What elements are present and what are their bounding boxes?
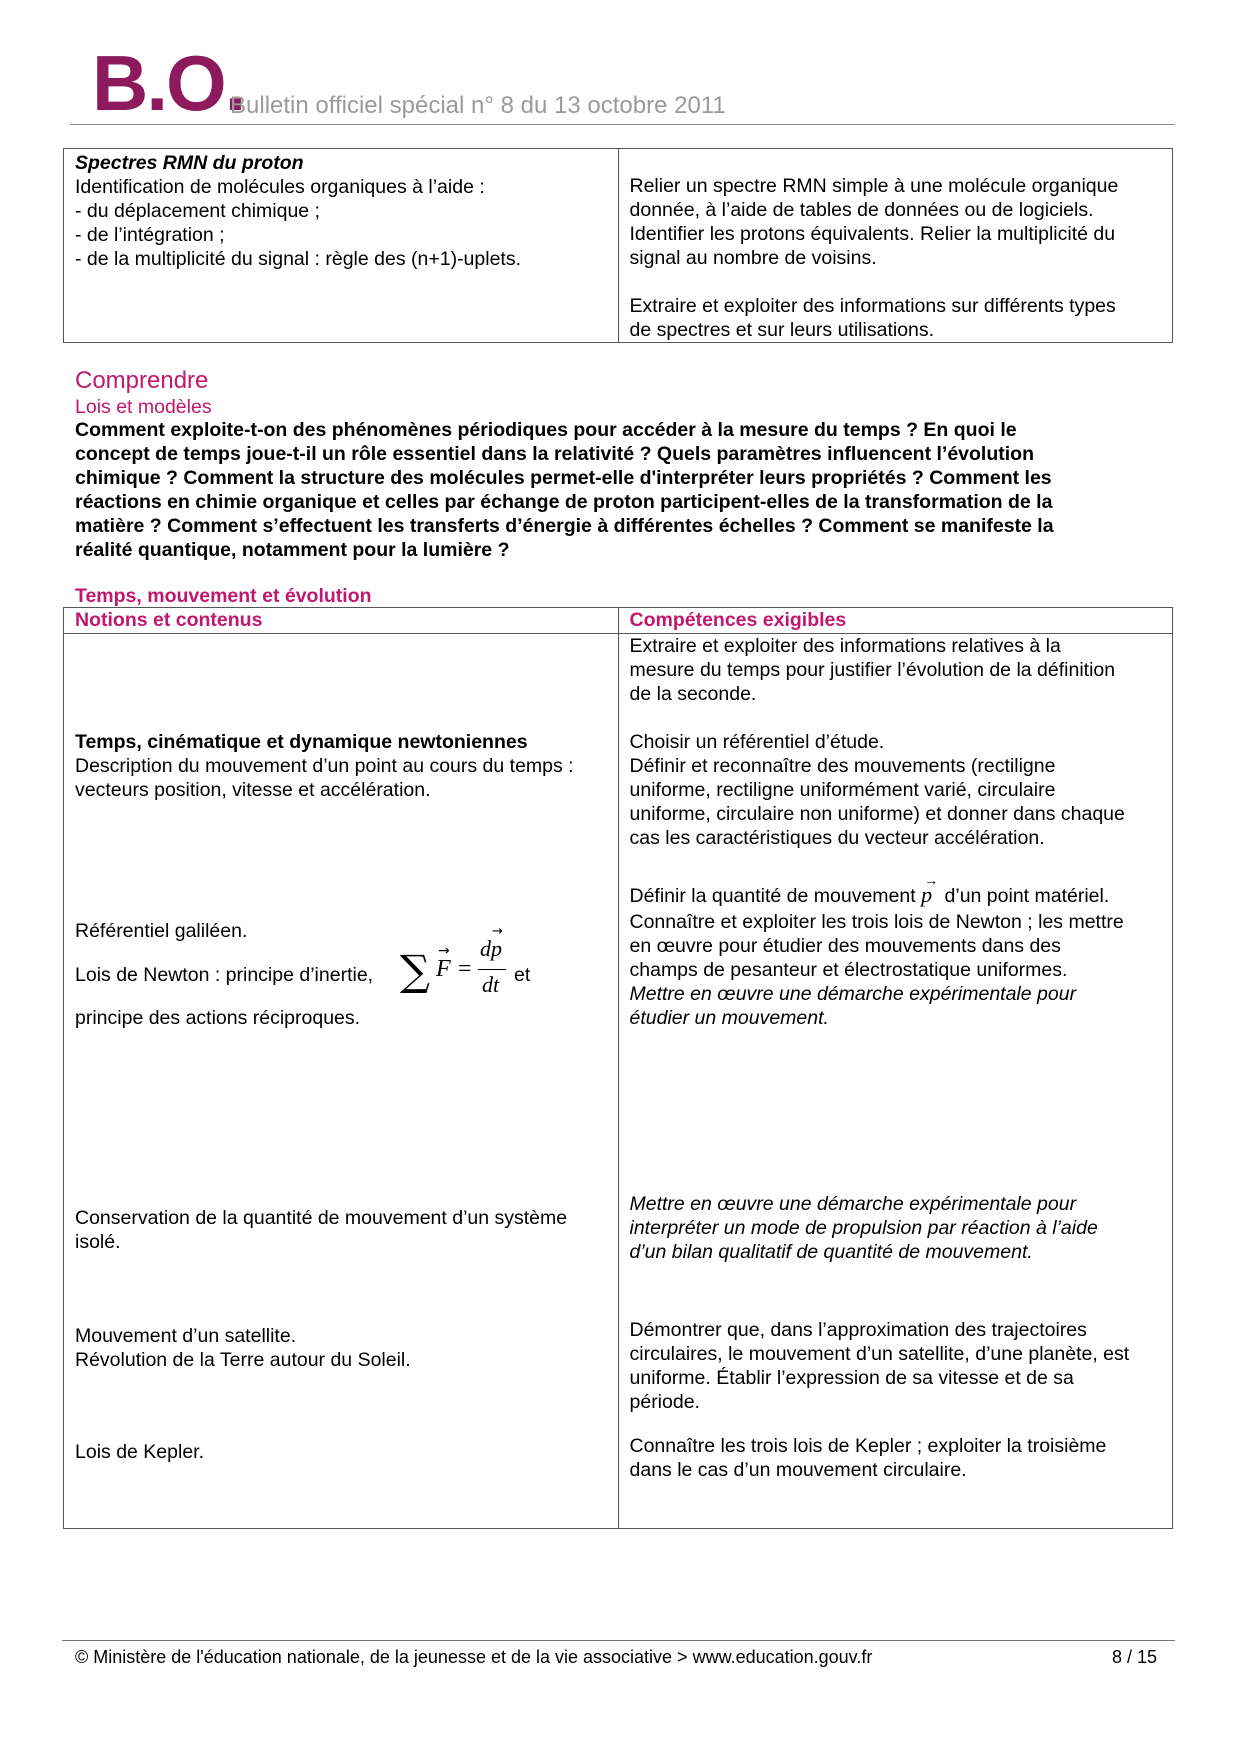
col2-header: Compétences exigibles [629, 609, 847, 631]
rmn-skill-line: Extraire et exploiter des informations sur différents types [629, 295, 1116, 317]
r2-right-line: Choisir un référentiel d’étude. [629, 731, 885, 753]
equals-sign: = [458, 956, 472, 982]
rmn-line: Identification de molécules organiques à l’aide : [75, 176, 485, 198]
r2-right-line: uniforme, rectiligne uniformément varié, circulaire [629, 779, 1056, 801]
r5-right-line: Démontrer que, dans l’approximation des trajectoires [629, 1319, 1087, 1341]
header-cell-notions [64, 608, 619, 634]
r2-left-line: vecteurs position, vitesse et accélération. [75, 779, 431, 801]
r3-left-2: Lois de Newton : principe d’inertie, [75, 964, 374, 986]
r3-right-1a: Définir la quantité de mouvement [629, 885, 916, 907]
header-divider [70, 124, 1175, 125]
section-title: Temps, mouvement et évolution [75, 585, 372, 607]
r3-right-line: Connaître et exploiter les trois lois de Newton ; les mettre [629, 911, 1124, 933]
r1-right-line: mesure du temps pour justifier l’évolution de la définition [629, 659, 1116, 681]
question-line: Comment exploite-t-on des phénomènes périodiques pour accéder à la mesure du temps ? En quoi le [75, 419, 1017, 441]
header-cell-competences [618, 608, 1173, 634]
newton-second-law-formula [400, 924, 550, 1012]
rmn-skill-line: signal au nombre de voisins. [629, 247, 877, 269]
r3-right-italic-line: étudier un mouvement. [629, 1007, 829, 1029]
r3-right-line: en œuvre pour étudier des mouvements dans des [629, 935, 1061, 957]
question-line: matière ? Comment s’effectuent les transferts d’énergie à différentes échelles ? Comment se manifeste la [75, 515, 1054, 537]
footer-copyright: © Ministère de l'éducation nationale, de la jeunesse et de la vie associative > www.education.gouv.fr [75, 1647, 873, 1667]
r3-right-italic-line: Mettre en œuvre une démarche expérimentale pour [629, 983, 1077, 1005]
comprendre-heading: Comprendre [75, 367, 209, 394]
dt-denominator: dt [482, 972, 500, 997]
r3-right-1b: d’un point matériel. [944, 885, 1110, 907]
r3-right-line: champs de pesanteur et électrostatique uniformes. [629, 959, 1068, 981]
sigma-symbol: ∑ [400, 946, 430, 995]
p-vector-symbol: → p [921, 874, 939, 907]
footer-divider [62, 1640, 1175, 1641]
r2-right-line: cas les caractéristiques du vecteur accélération. [629, 827, 1045, 849]
rmn-skill-line: Identifier les protons équivalents. Relier la multiplicité du [629, 223, 1116, 245]
r1-right-line: Extraire et exploiter des informations relatives à la [629, 635, 1061, 657]
r5-left-line: Mouvement d’un satellite. [75, 1325, 297, 1347]
rmn-skill-line: de spectres et sur leurs utilisations. [629, 319, 935, 341]
question-line: réactions en chimie organique et celles par échange de proton participent-elles de la transformation de la [75, 491, 1053, 513]
r3-left-1: Référentiel galiléen. [75, 920, 248, 942]
force-symbol: F [436, 956, 451, 982]
question-line: concept de temps joue-t-il un rôle essentiel dans la relativité ? Quels paramètres influencent l’évolution [75, 443, 1034, 465]
r5-right-line: période. [629, 1391, 700, 1413]
rmn-skill-line: Relier un spectre RMN simple à une molécule organique [629, 175, 1119, 197]
rmn-skill-line: donnée, à l’aide de tables de données ou de logiciels. [629, 199, 1094, 221]
question-line: chimique ? Comment la structure des molécules permet-elle d'interpréter leurs propriétés ? Comment les [75, 467, 1052, 489]
rmn-line: - de la multiplicité du signal : règle des (n+1)-uplets. [75, 248, 522, 270]
bulletin-title: Bulletin officiel spécial n° 8 du 13 octobre 2011 [230, 92, 726, 119]
curriculum-table [63, 607, 1173, 1529]
fraction-bar [478, 969, 506, 970]
col1-header: Notions et contenus [75, 609, 263, 631]
r2-left-title: Temps, cinématique et dynamique newtoniennes [75, 731, 528, 753]
r3-left-3: principe des actions réciproques. [75, 1007, 361, 1029]
rmn-table [63, 148, 1173, 343]
lois-modeles-subheading: Lois et modèles [75, 396, 212, 418]
r1-right-line: de la seconde. [629, 683, 757, 705]
r4-right-line: interpréter un mode de propulsion par réaction à l’aide [629, 1217, 1098, 1239]
rmn-title: Spectres RMN du proton [75, 152, 304, 174]
r2-right-line: Définir et reconnaître des mouvements (rectiligne [629, 755, 1056, 777]
notions-cell [64, 634, 619, 1529]
question-line: réalité quantique, notamment pour la lumière ? [75, 539, 510, 561]
r4-left-line: Conservation de la quantité de mouvement d’un système [75, 1207, 568, 1229]
vector-arrow-icon: → [438, 943, 450, 959]
r6-right-line: Connaître les trois lois de Kepler ; exploiter la troisième [629, 1435, 1107, 1457]
rmn-right-cell [618, 149, 1173, 343]
rmn-line: - du déplacement chimique ; [75, 200, 320, 222]
guiding-questions [75, 418, 1160, 562]
r2-right-line: uniforme, circulaire non uniforme) et donner dans chaque [629, 803, 1125, 825]
r3-left-et: et [514, 964, 531, 986]
r6-left: Lois de Kepler. [75, 1441, 205, 1463]
r2-left-line: Description du mouvement d’un point au cours du temps : [75, 755, 574, 777]
r4-right-line: d’un bilan qualitatif de quantité de mouvement. [629, 1241, 1033, 1263]
page-number: 8 / 15 [1112, 1647, 1158, 1667]
r4-right-line: Mettre en œuvre une démarche expérimentale pour [629, 1193, 1077, 1215]
rmn-left-cell [64, 149, 619, 343]
competences-cell [618, 634, 1173, 1529]
r5-left-line: Révolution de la Terre autour du Soleil. [75, 1349, 411, 1371]
r5-right-line: uniforme. Établir l’expression de sa vitesse et de sa [629, 1367, 1074, 1389]
r4-left-line: isolé. [75, 1231, 121, 1253]
dp-numerator: dp [480, 936, 502, 961]
r5-right-line: circulaires, le mouvement d’un satellite, d’une planète, est [629, 1343, 1130, 1365]
bo-logo: B.O. [92, 39, 245, 127]
rmn-line: - de l’intégration ; [75, 224, 225, 246]
r6-right-line: dans le cas d’un mouvement circulaire. [629, 1459, 967, 1481]
vector-arrow-icon: → [492, 924, 503, 939]
